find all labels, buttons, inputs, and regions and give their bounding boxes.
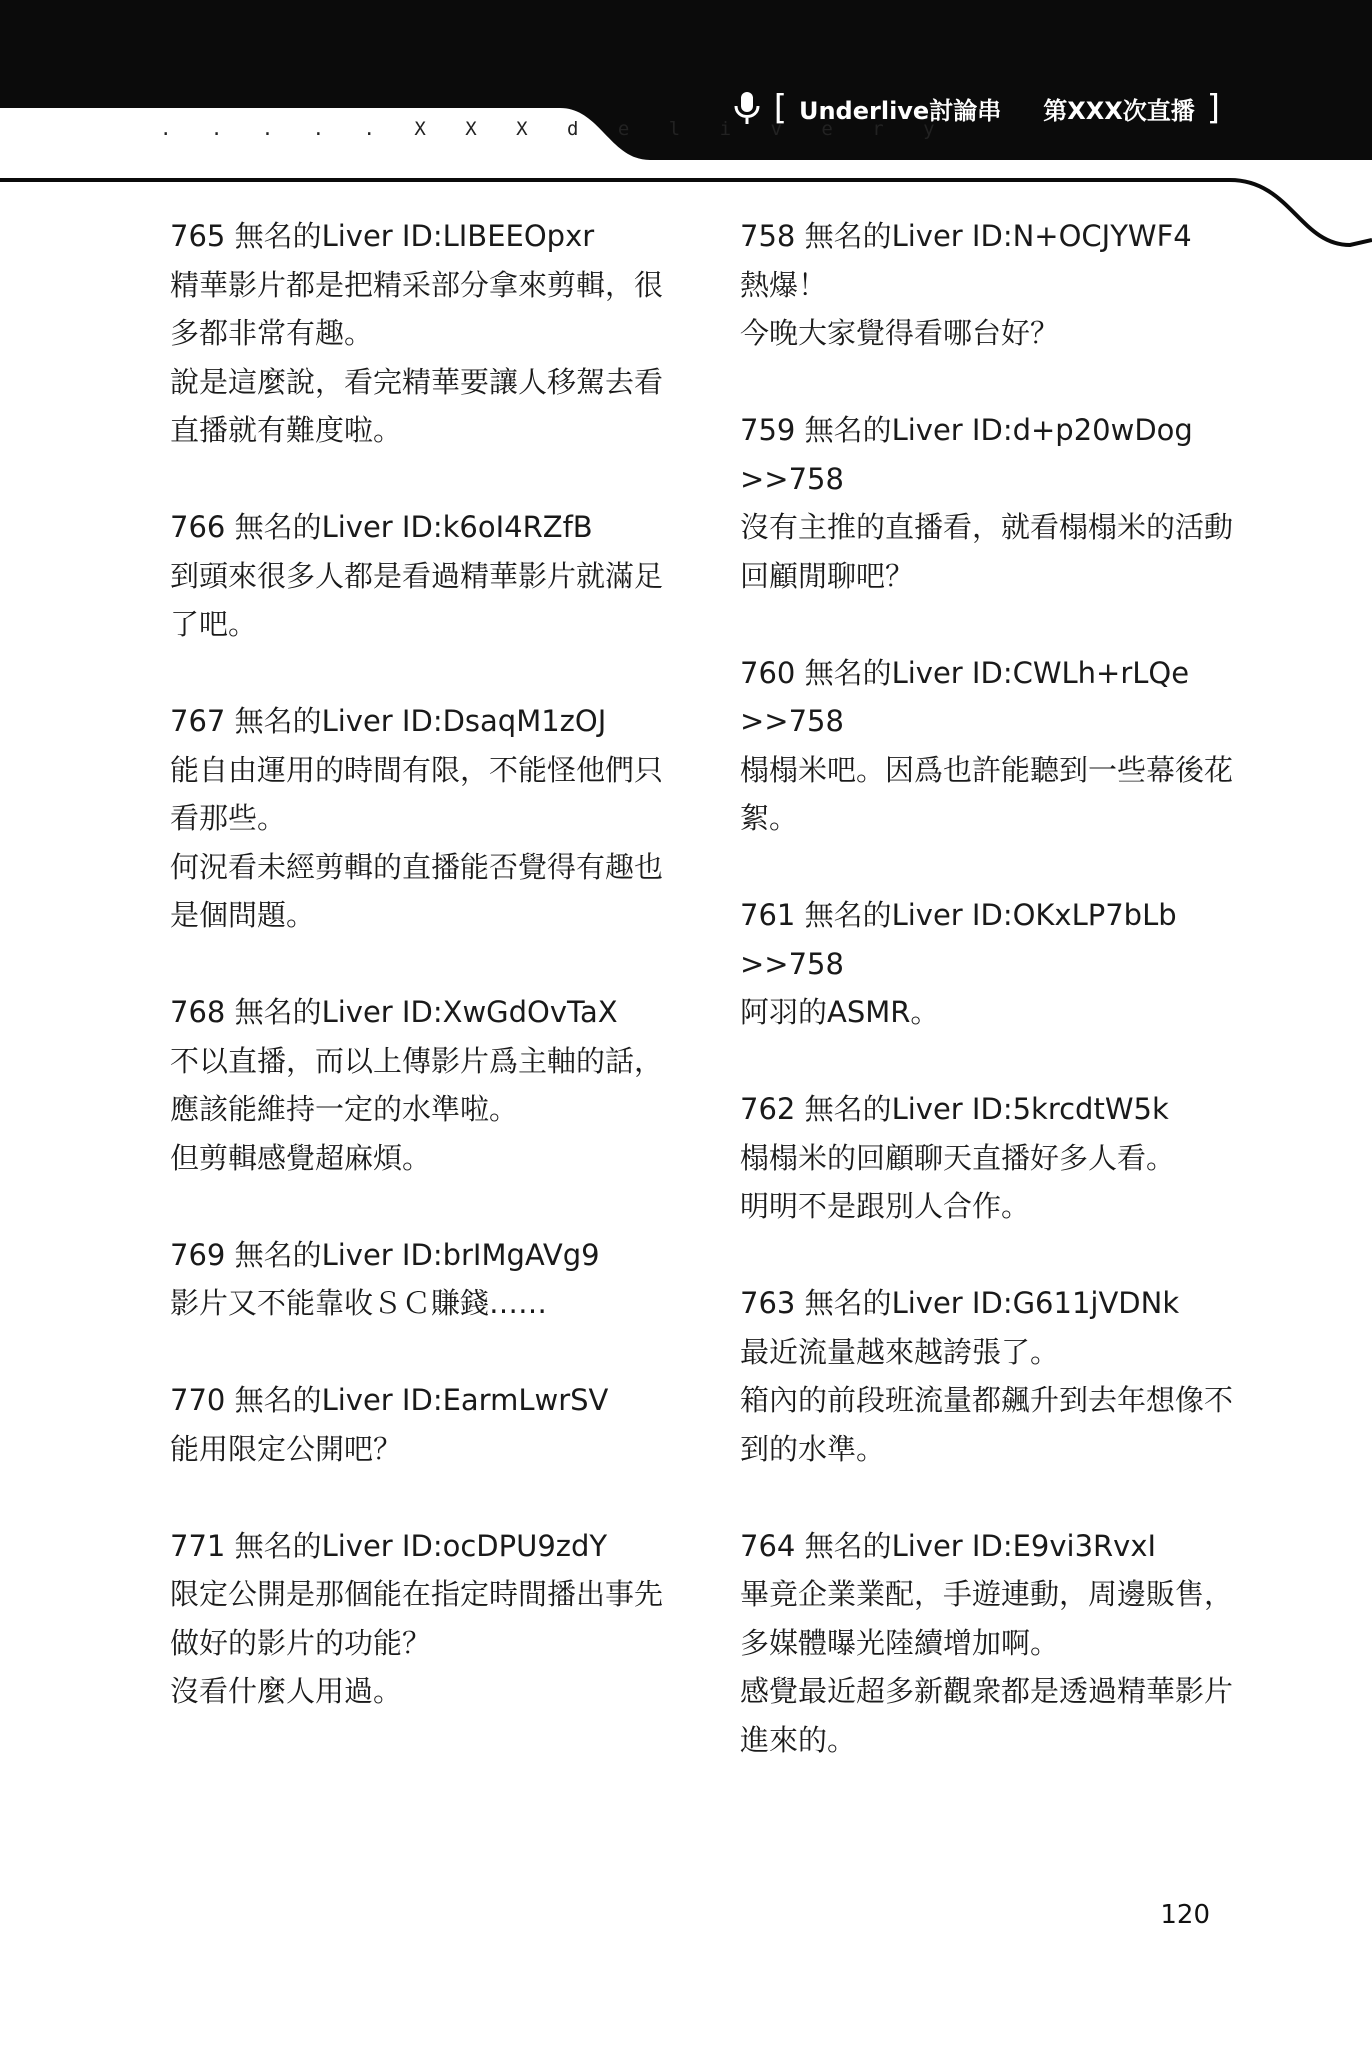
post-header: 763 無名的Liver ID:G611jVDNk (740, 1286, 1180, 1320)
post-header: 766 無名的Liver ID:k6oI4RZfB (170, 510, 593, 544)
page-number: 120 (1160, 1900, 1210, 1930)
forum-post (170, 503, 670, 649)
post-line: 榻榻米吧。因爲也許能聽到一些幕後花絮。 (740, 752, 1234, 835)
forum-post (740, 406, 1240, 600)
post-header: 764 無名的Liver ID:E9vi3RvxI (740, 1528, 1157, 1563)
post-line: 何況看未經剪輯的直播能否覺得有趣也是個問題。 (170, 849, 664, 932)
post-header: 758 無名的Liver ID:N+OCJYWF4 (740, 219, 1192, 253)
post-line: 今晚大家覺得看哪台好？ (740, 316, 1060, 350)
post-line: 精華影片都是把精采部分拿來剪輯，很多都非常有趣。 (170, 267, 664, 350)
post-header: 767 無名的Liver ID:DsaqM1zOJ (170, 704, 607, 738)
post-line: 到頭來很多人都是看過精華影片就滿足了吧。 (170, 558, 664, 641)
forum-post (740, 649, 1240, 843)
post-line: 沒有主推的直播看，就看榻榻米的活動回顧閒聊吧？ (740, 510, 1234, 593)
bracket-open: [ (773, 88, 787, 128)
post-line: 說是這麼說，看完精華要讓人移駕去看直播就有難度啦。 (170, 364, 664, 447)
forum-post (740, 1085, 1240, 1231)
post-line: >>758 (740, 946, 844, 981)
forum-post (170, 1376, 670, 1473)
post-header: 761 無名的Liver ID:OKxLP7bLb (740, 898, 1177, 932)
microphone-icon (732, 90, 762, 126)
post-header: 762 無名的Liver ID:5krcdtW5k (740, 1092, 1169, 1126)
post-line: 阿羽的ASMR。 (740, 995, 940, 1029)
post-line: 但剪輯感覺超麻煩。 (170, 1140, 432, 1175)
post-line: 能自由運用的時間有限，不能怪他們只看那些。 (170, 752, 664, 835)
bracket-close: ] (1206, 88, 1220, 128)
forum-post (740, 891, 1240, 1037)
post-line: 熱爆！ (740, 267, 828, 302)
post-line: 明明不是跟別人合作。 (740, 1189, 1031, 1223)
post-line: 感覺最近超多新觀衆都是透過精華影片進來的。 (740, 1674, 1234, 1757)
post-header: 760 無名的Liver ID:CWLh+rLQe (740, 655, 1190, 690)
forum-post (740, 1279, 1240, 1473)
post-header: 771 無名的Liver ID:ocDPU9zdY (170, 1528, 608, 1563)
post-header: 768 無名的Liver ID:XwGdOvTaX (170, 995, 618, 1029)
post-line: 限定公開是那個能在指定時間播出事先做好的影片的功能？ (170, 1577, 664, 1660)
running-head-left: . . . . . X X X d e l i v e r y (160, 118, 949, 140)
forum-post (740, 1522, 1240, 1765)
post-line: 畢竟企業業配，手遊連動，周邊販售，多媒體曝光陸續增加啊。 (740, 1577, 1234, 1660)
post-line: >>758 (740, 704, 844, 738)
episode-label: 第XXX次直播 (1043, 96, 1195, 125)
post-line: 最近流量越來越誇張了。 (740, 1334, 1060, 1369)
post-line: 不以直播，而以上傳影片爲主軸的話，應該能維持一定的水準啦。 (170, 1043, 664, 1126)
post-line: 能用限定公開吧？ (170, 1431, 403, 1466)
right-column (740, 212, 1240, 1813)
thread-title: Underlive討論串 (798, 96, 1002, 125)
forum-post (170, 212, 670, 455)
post-line: 沒看什麼人用過。 (170, 1674, 403, 1708)
post-header: 769 無名的Liver ID:brIMgAVg9 (170, 1237, 600, 1272)
post-line: 榻榻米的回顧聊天直播好多人看。 (740, 1140, 1176, 1175)
running-head-right (732, 88, 1220, 128)
left-column (170, 212, 670, 1764)
post-header: 765 無名的Liver ID:LIBEEOpxr (170, 219, 595, 253)
post-line: 箱內的前段班流量都飆升到去年想像不到的水準。 (740, 1383, 1234, 1466)
post-header: 770 無名的Liver ID:EarmLwrSV (170, 1383, 609, 1417)
post-line: 影片又不能靠收ＳＣ賺錢…… (170, 1286, 548, 1320)
forum-post (170, 1231, 670, 1328)
forum-post (170, 988, 670, 1182)
forum-post (740, 212, 1240, 358)
forum-post (170, 1522, 670, 1716)
post-line: >>758 (740, 461, 844, 496)
forum-post (170, 697, 670, 940)
post-header: 759 無名的Liver ID:d+p20wDog (740, 413, 1193, 447)
